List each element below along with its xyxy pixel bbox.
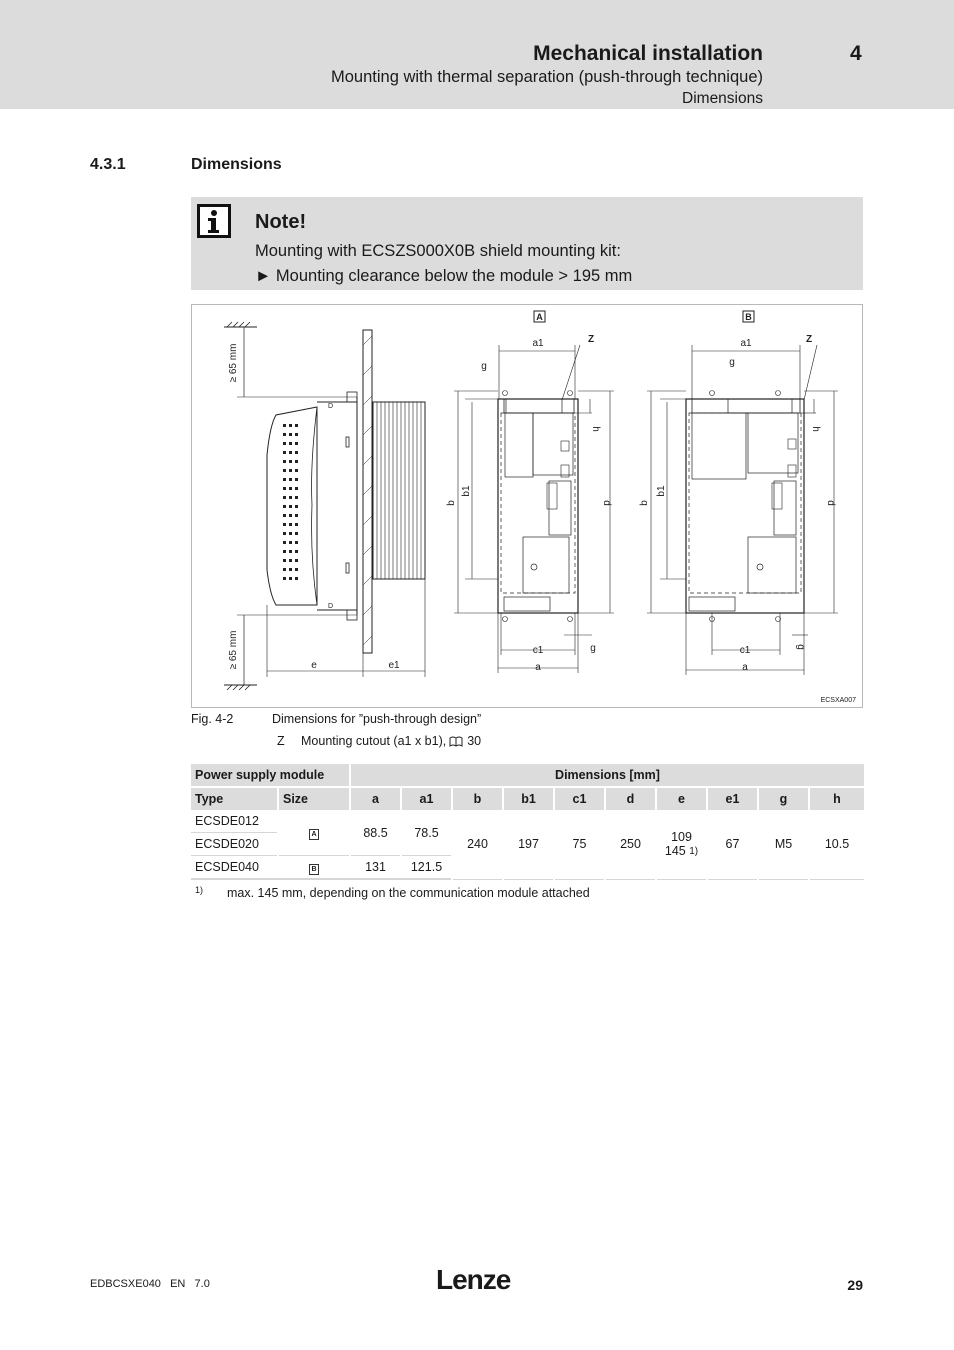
col-header-e: e [656, 787, 707, 810]
front-view-b [647, 311, 838, 675]
col-header-c1: c1 [554, 787, 605, 810]
a1-cell: 121.5 [401, 856, 452, 880]
header-band [0, 0, 954, 109]
e-cell [656, 810, 707, 879]
col-header-type: Type [191, 787, 278, 810]
dim-g-top-b: g [729, 357, 735, 368]
col-header-b: b [452, 787, 503, 810]
chapter-subsubtitle: Dimensions [682, 90, 763, 107]
dim-g-top-a: g [481, 361, 487, 372]
h-cell: 10.5 [809, 810, 864, 879]
chapter-number: 4 [850, 42, 862, 65]
e-value-1: 109 [671, 830, 692, 845]
col-header-a1: a1 [401, 787, 452, 810]
section-title: Dimensions [191, 156, 282, 173]
size-b-marker: B [745, 312, 752, 322]
figure-code: ECSXA007 [820, 697, 856, 704]
dim-b-label-b: b [639, 500, 650, 506]
col-header-e1: e1 [707, 787, 758, 810]
cutout-z-label-a: Z [587, 334, 595, 345]
b1-cell: 197 [503, 810, 554, 879]
dimensions-table [191, 764, 864, 880]
b-cell: 240 [452, 810, 503, 879]
d-cell: 250 [605, 810, 656, 879]
dim-h-label-b: h [810, 426, 821, 432]
footnote-text: max. 145 mm, depending on the communication module attached [227, 886, 590, 900]
dimension-drawing [191, 304, 863, 708]
size-b-box: B [309, 864, 319, 875]
dim-e-label: e [311, 660, 317, 671]
footnote-mark: 1) [195, 885, 204, 895]
chapter-title: Mechanical installation [533, 42, 763, 65]
chapter-subtitle: Mounting with thermal separation (push-through technique) [331, 68, 763, 86]
figure-number: Fig. 4-2 [191, 712, 234, 726]
dim-d-label-a: d [601, 500, 612, 506]
dim-b1-label-b: b1 [656, 485, 667, 497]
size-a-box: A [309, 829, 319, 840]
col-header-a: a [350, 787, 401, 810]
col-header-g: g [758, 787, 809, 810]
page-number: 29 [847, 1277, 863, 1293]
dim-g-bottom-a: g [590, 643, 596, 654]
note-box [191, 197, 863, 290]
g-cell: M5 [758, 810, 809, 879]
side-d-top: D [328, 403, 334, 410]
col-header-h: h [809, 787, 864, 810]
a-cell: 88.5 [350, 810, 401, 856]
e-value-2: 145 [664, 844, 686, 859]
c1-cell: 75 [554, 810, 605, 879]
info-icon [197, 204, 231, 238]
clearance-top-label: ≥ 65 mm [228, 343, 239, 383]
type-cell: ECSDE040 [191, 856, 278, 880]
col-header-d: d [605, 787, 656, 810]
note-title: Note! [255, 211, 307, 233]
type-cell: ECSDE020 [191, 833, 278, 856]
dim-g-bottom-b: g [795, 644, 806, 650]
document-id: EDBCSXE040 EN 7.0 [90, 1278, 210, 1290]
dim-a1-label-b: a1 [740, 338, 752, 349]
figure-caption: Dimensions for ”push-through design” [272, 712, 482, 726]
note-text: Mounting with ECSZS000X0B shield mounting kit: [255, 242, 621, 260]
cutout-z-label-b: Z [805, 334, 813, 345]
table-row [191, 810, 864, 833]
dim-e1-label: e1 [388, 660, 400, 671]
a-cell: 131 [350, 856, 401, 880]
e-footnote-ref: 1) [689, 846, 699, 858]
dim-h-label-a: h [590, 426, 601, 432]
dim-b-label-a: b [446, 500, 457, 506]
lenze-logo: Lenze [436, 1264, 511, 1295]
group-header-module: Power supply module [191, 764, 350, 787]
dim-a1-label-a: a1 [532, 338, 544, 349]
size-cell [278, 810, 350, 856]
col-header-size: Size [278, 787, 350, 810]
dim-c1-label-b: c1 [739, 645, 751, 656]
group-header-dimensions: Dimensions [mm] [350, 764, 864, 787]
dim-a-label-a: a [535, 662, 541, 673]
section-number: 4.3.1 [90, 156, 126, 173]
book-icon [449, 736, 463, 747]
e1-cell: 67 [707, 810, 758, 879]
dim-a-label-b: a [742, 662, 748, 673]
page-reference: 30 [467, 734, 482, 748]
size-cell [278, 856, 350, 880]
side-view [224, 322, 425, 690]
type-cell: ECSDE012 [191, 810, 278, 833]
a1-cell: 78.5 [401, 810, 452, 856]
col-header-b1: b1 [503, 787, 554, 810]
size-a-marker: A [536, 312, 543, 322]
drawing-svg [192, 305, 864, 709]
clearance-bottom-label: ≥ 65 mm [228, 630, 239, 670]
legend-key: Z [277, 734, 285, 748]
side-d-bottom: D [328, 603, 334, 610]
front-view-a [454, 311, 614, 673]
legend-entry [301, 734, 481, 748]
dim-c1-label-a: c1 [532, 645, 544, 656]
note-bullet: ► Mounting clearance below the module > 195 mm [255, 267, 633, 285]
dim-b1-label-a: b1 [461, 485, 472, 497]
dim-d-label-b: d [825, 500, 836, 506]
legend-text: Mounting cutout (a1 x b1), [301, 734, 447, 748]
